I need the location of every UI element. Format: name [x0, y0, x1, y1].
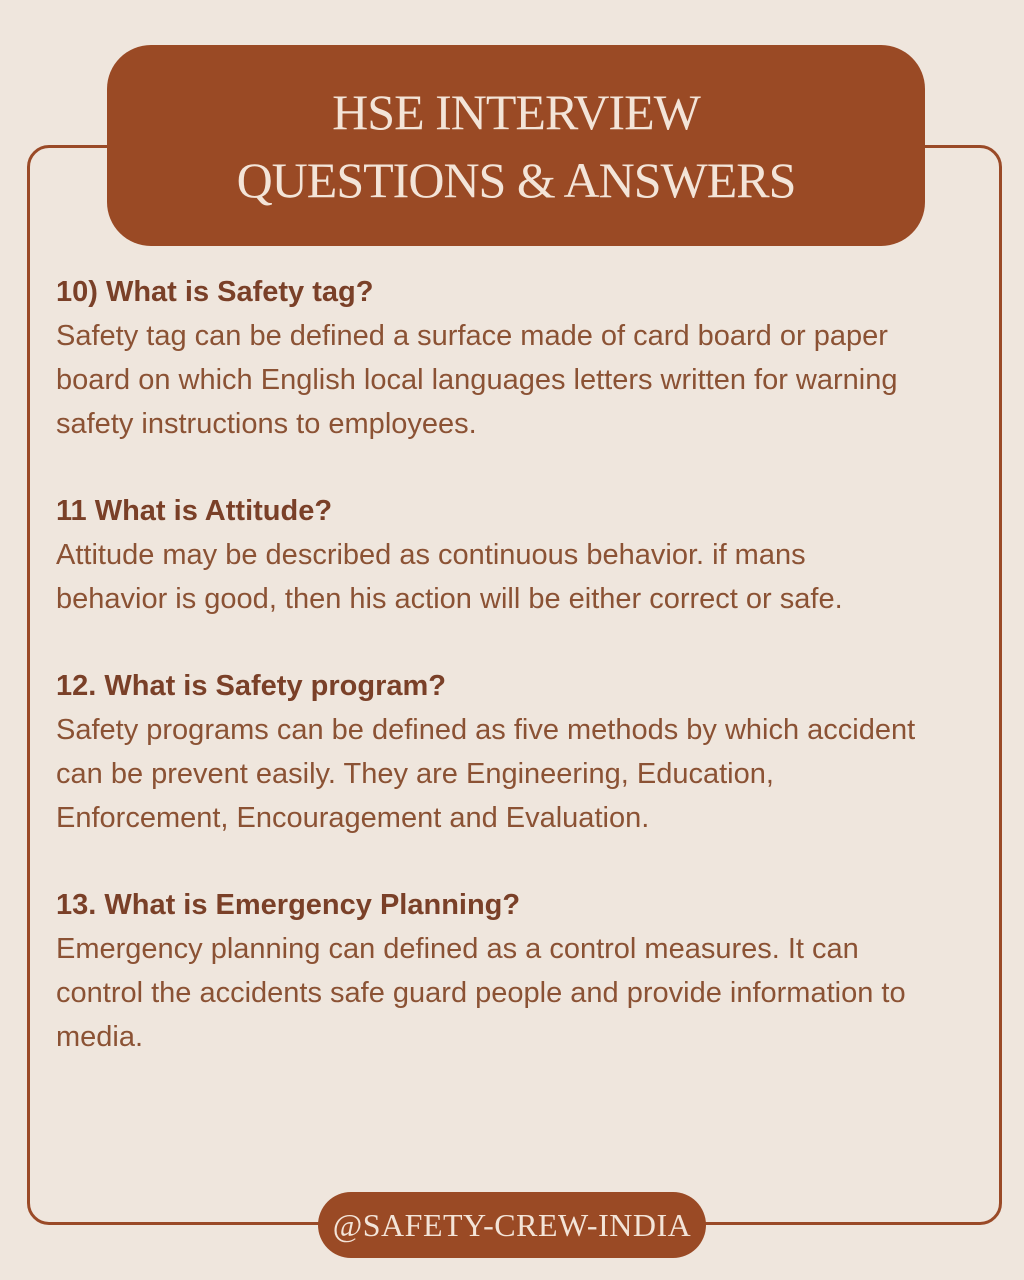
answer-line: Safety programs can be defined as five methods by which accident	[56, 714, 916, 746]
answer-line: media.	[56, 1021, 144, 1053]
answer-line: Safety tag can be defined a surface made of card board or paper	[56, 320, 888, 352]
answer-line: Attitude may be described as continuous behavior. if mans	[56, 539, 806, 571]
answer-line: Emergency planning can defined as a control measures. It can	[56, 933, 859, 965]
answer-line: control the accidents safe guard people and provide information to	[56, 977, 906, 1009]
qa-item-13	[56, 883, 1001, 1059]
qa-item-11	[56, 489, 1001, 621]
answer-line: board on which English local languages letters written for warning	[56, 364, 898, 396]
question: 10) What is Safety tag?	[56, 276, 374, 308]
question: 13. What is Emergency Planning?	[56, 889, 521, 921]
answer-line: safety instructions to employees.	[56, 408, 477, 440]
social-handle: @SAFETY-CREW-INDIA	[332, 1206, 692, 1243]
answer-line: can be prevent easily. They are Engineering, Education,	[56, 758, 774, 790]
answer-line: Enforcement, Encouragement and Evaluation.	[56, 802, 650, 834]
title-line-2: QUESTIONS & ANSWERS	[236, 151, 796, 208]
question: 11 What is Attitude?	[56, 495, 333, 527]
title-banner	[107, 45, 925, 246]
qa-item-12	[56, 664, 1001, 840]
question: 12. What is Safety program?	[56, 670, 446, 702]
title-line-1: HSE INTERVIEW	[332, 83, 700, 140]
handle-banner	[318, 1192, 706, 1258]
answer-line: behavior is good, then his action will be either correct or safe.	[56, 583, 843, 615]
qa-item-10	[56, 270, 1001, 446]
qa-list	[56, 270, 1001, 1059]
